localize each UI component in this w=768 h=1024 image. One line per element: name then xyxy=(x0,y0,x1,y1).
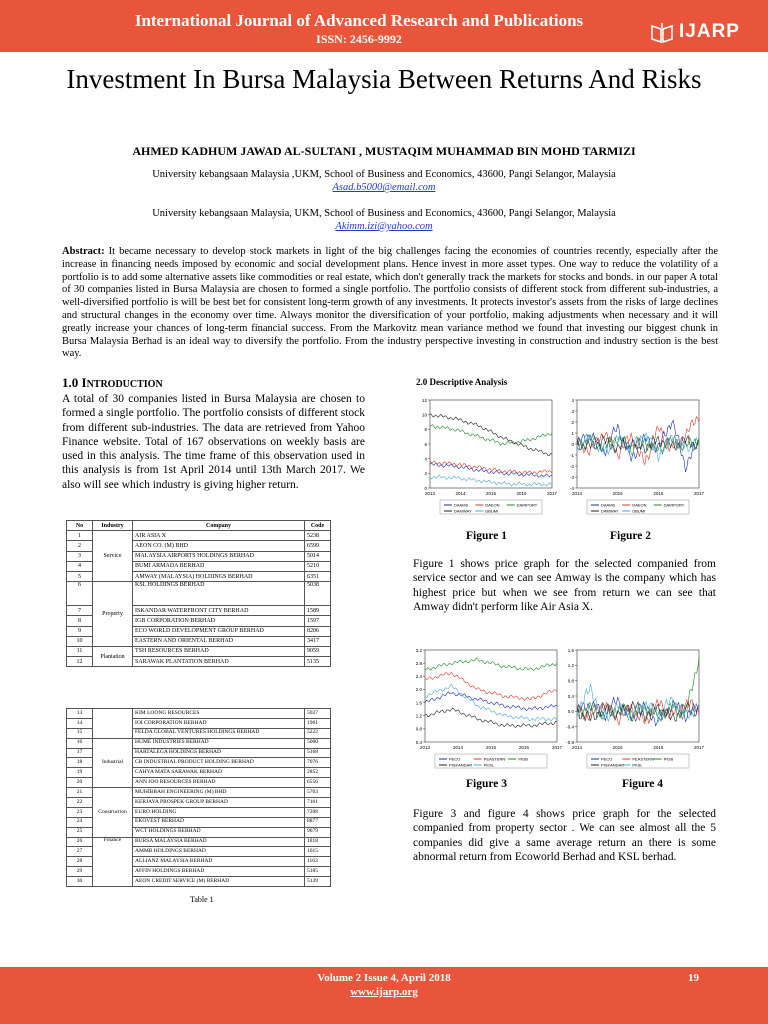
industry-cell: Construction xyxy=(93,788,133,837)
figure-1-paragraph: Figure 1 shows price graph for the selected companied from service sector and we can see Amway is the company which has highest price but when we see from return we can see that Amway didn't perform like Air Asia X. xyxy=(413,558,716,613)
x-tick-label: 2014 xyxy=(571,745,583,750)
row-code: 7208 xyxy=(305,807,331,817)
row-company: CAHYA MATA SARAWAK BERHAD xyxy=(133,768,305,778)
y-tick-label: 0.0 xyxy=(567,709,574,715)
x-tick-label: 2017 xyxy=(693,745,705,750)
row-no: 11 xyxy=(67,646,93,656)
plot-frame xyxy=(577,650,699,742)
row-code: 5135 xyxy=(305,657,331,667)
legend-label: DBUMI xyxy=(632,508,646,514)
row-code: 6556 xyxy=(305,778,331,788)
legend-label: DBUMI xyxy=(485,508,499,514)
figure-1-chart xyxy=(416,396,556,518)
x-tick-label: 2013 xyxy=(419,745,431,750)
legend-label: PECO xyxy=(601,756,613,762)
row-company: EASTERN AND ORIENTAL BERHAD xyxy=(133,636,305,646)
row-no: 26 xyxy=(67,837,93,847)
y-tick-label: 0 xyxy=(571,441,574,447)
y-tick-label: -1 xyxy=(569,452,574,458)
col-header-company: Company xyxy=(133,521,305,531)
y-tick-label: 3 xyxy=(571,408,574,414)
author-list: AHMED KADHUM JAWAD AL-SULTANI , MUSTAQIM MUHAMMAD BIN MOHD TARMIZI xyxy=(132,144,636,158)
x-tick-label: 2017 xyxy=(551,745,563,750)
row-code: 5000 xyxy=(305,738,331,748)
figure-3-label: Figure 3 xyxy=(466,778,507,790)
y-tick-label: 1 xyxy=(571,430,574,436)
row-company: AEON CO. (M) BHD xyxy=(133,541,305,551)
row-no: 17 xyxy=(67,748,93,758)
plot-frame xyxy=(430,400,552,488)
table-row xyxy=(67,709,331,719)
y-tick-label: -0.8 xyxy=(566,739,574,745)
abstract xyxy=(62,246,718,361)
row-company: ECO WORLD DEVELOPMENT GROUP BERHAD xyxy=(133,626,305,636)
legend-label: DAMWAY xyxy=(454,508,472,514)
y-tick-label: 2.4 xyxy=(415,674,422,680)
row-code: 6351 xyxy=(305,571,331,581)
row-company: AMWAY (MALAYSIA) HOLDINGS BERHAD xyxy=(133,571,305,581)
row-company: CB INDUSTRIAL PRODUCT HOLDING BERHAD xyxy=(133,758,305,768)
legend-label: PISKANDAR xyxy=(601,762,625,768)
row-no: 14 xyxy=(67,718,93,728)
page-footer xyxy=(0,967,768,1024)
row-company: AMMB HOLDINGS BERHAD xyxy=(133,847,305,857)
row-code: 9679 xyxy=(305,827,331,837)
y-tick-label: 6 xyxy=(424,441,427,447)
row-no: 22 xyxy=(67,798,93,808)
row-no: 16 xyxy=(67,738,93,748)
row-code: 5703 xyxy=(305,788,331,798)
row-no: 10 xyxy=(67,636,93,646)
y-tick-label: 3.2 xyxy=(415,647,422,653)
y-tick-label: 2.8 xyxy=(415,660,422,666)
legend-label: PECO xyxy=(449,756,461,762)
row-no: 25 xyxy=(67,827,93,837)
legend-label: PKSL xyxy=(483,762,494,768)
figure-3-chart xyxy=(411,646,561,772)
row-code: 1961 xyxy=(305,718,331,728)
y-tick-label: 4 xyxy=(571,397,574,403)
row-no: 19 xyxy=(67,768,93,778)
row-code: 9059 xyxy=(305,646,331,656)
row-code: 5185 xyxy=(305,867,331,877)
row-no: 15 xyxy=(67,728,93,738)
y-tick-label: -2 xyxy=(569,463,574,469)
row-no: 23 xyxy=(67,807,93,817)
row-code: 5014 xyxy=(305,551,331,561)
legend-label: DAIRPORT xyxy=(663,502,685,508)
legend-label: DAEON xyxy=(632,502,647,508)
page-number: 19 xyxy=(688,972,699,984)
row-no: 9 xyxy=(67,626,93,636)
row-no: 3 xyxy=(67,551,93,561)
paper-title: Investment In Bursa Malaysia Between Returns And Risks xyxy=(66,64,702,94)
x-tick-label: 2014 xyxy=(571,491,583,496)
logo-text: IJARP xyxy=(679,21,740,42)
x-tick-label: 2016 xyxy=(653,745,664,750)
row-code: 5168 xyxy=(305,748,331,758)
abstract-text: It became necessary to develop stock markets in light of the big challenges facing the economies of countries recently, especially after the increase in financing needs imposed by economic and social development plans. Hence invest in more asset types. One way to reduce the volatility of a portfolio is to add some alternative assets like commodities or real estate, which don't generally track the markets for stocks and bonds. in our paper A total of 30 companies listed in Bursa Malaysia are chosen to formed a single portfolio. The portfolio consists of different stock from different sub-industries, a well-diversified portfolio is will be best bet for consistent long-term growth of any investments. It protects investor's assets from the risks of large declines and structural changes in the economy over time. Always monitor the diversification of your portfolio, making adjustments when necessary and it will greatly increase your chances of long-term financial success. From the Markovitz mean variance method we found that investing our biggest chunk in Bursa Malaysia Berhad is an ideal way to diversify the portfolio. From the industry perspective investing in construction and industry section is the best way. xyxy=(62,246,718,360)
legend-label: PIGB xyxy=(518,756,528,762)
y-tick-label: 0.8 xyxy=(567,678,574,684)
industry-cell xyxy=(93,709,133,739)
company-table-part2 xyxy=(66,708,331,887)
row-company: SARAWAK PLANTATION BERHAD xyxy=(133,657,305,667)
row-no: 7 xyxy=(67,606,93,616)
row-no: 27 xyxy=(67,847,93,857)
journal-logo xyxy=(649,20,739,46)
legend-label: PIGB xyxy=(663,756,674,762)
row-no: 8 xyxy=(67,616,93,626)
col-header-code: Code xyxy=(305,521,331,531)
row-no: 20 xyxy=(67,778,93,788)
x-tick-label: 2016 xyxy=(516,491,527,496)
figure-2-label: Figure 2 xyxy=(610,530,651,542)
row-company: ANN JOO RESOURCES BERHAD xyxy=(133,778,305,788)
row-code: 5139 xyxy=(305,877,331,887)
y-tick-label: 8 xyxy=(424,427,427,433)
row-code: 3417 xyxy=(305,636,331,646)
x-tick-label: 2016 xyxy=(653,491,664,496)
email-link-1[interactable]: Asad.b5000@email.com xyxy=(332,182,436,193)
row-no: 1 xyxy=(67,531,93,541)
figure-1-label: Figure 1 xyxy=(466,530,507,542)
row-code: 5222 xyxy=(305,728,331,738)
journal-url[interactable]: www.ijarp.org xyxy=(350,986,418,998)
figure-4-chart xyxy=(563,646,703,772)
row-company: BUMI ARMADA BERHAD xyxy=(133,561,305,571)
x-tick-label: 2016 xyxy=(518,745,530,750)
intro-heading-num: 1.0 I xyxy=(62,375,87,390)
y-tick-label: -4 xyxy=(569,485,574,491)
row-code: 8877 xyxy=(305,817,331,827)
row-company: KSL HOLDINGS BERHAD xyxy=(133,582,305,606)
row-code: 7076 xyxy=(305,758,331,768)
table-row xyxy=(67,788,331,798)
row-code: 2852 xyxy=(305,768,331,778)
legend-label: DAAMS xyxy=(601,502,616,508)
row-company: MUHIBBAH ENGINEERING (M) BHD xyxy=(133,788,305,798)
row-code: 1589 xyxy=(305,606,331,616)
table-caption: Table 1 xyxy=(190,895,214,904)
row-company: FELDA GLOBAL VENTURES HOLDINGS BERHAD xyxy=(133,728,305,738)
journal-header xyxy=(0,0,768,52)
row-no: 29 xyxy=(67,867,93,877)
y-tick-label: -3 xyxy=(569,474,574,480)
y-tick-label: 1.6 xyxy=(415,700,422,706)
row-company: EKOVEST BERHAD xyxy=(133,817,305,827)
row-no: 21 xyxy=(67,788,93,798)
table-row xyxy=(67,531,331,541)
legend-label: DAMWAY xyxy=(601,508,619,514)
y-tick-label: 4 xyxy=(424,456,427,462)
row-code: 6599 xyxy=(305,541,331,551)
x-tick-label: 2017 xyxy=(546,491,558,496)
journal-name: International Journal of Advanced Research and Publications xyxy=(134,11,584,30)
row-code: 8206 xyxy=(305,626,331,636)
row-no: 28 xyxy=(67,857,93,867)
x-tick-label: 2015 xyxy=(612,491,623,496)
x-tick-label: 2013 xyxy=(424,491,436,496)
row-no: 2 xyxy=(67,541,93,551)
y-tick-label: 2.0 xyxy=(415,687,422,693)
row-company: HUME INDUSTRIES BERHAD xyxy=(133,738,305,748)
y-tick-label: 1.2 xyxy=(567,663,574,669)
industry-cell: Industrial xyxy=(93,738,133,787)
volume-info: Volume 2 Issue 4, April 2018 xyxy=(317,972,451,984)
x-tick-label: 2014 xyxy=(455,491,466,496)
row-company: AEON CREDIT SERVICE (M) BERHAD xyxy=(133,877,305,887)
table-row xyxy=(67,646,331,656)
row-no: 6 xyxy=(67,582,93,606)
y-tick-label: 0.4 xyxy=(415,739,422,745)
y-tick-label: 0 xyxy=(424,485,427,491)
y-tick-label: 0.8 xyxy=(415,726,422,732)
legend-label: PEASTERN xyxy=(483,756,506,762)
row-code: 1163 xyxy=(305,857,331,867)
industry-cell: Property xyxy=(93,582,133,647)
legend-label: PKSL xyxy=(632,762,643,768)
y-tick-label: 2 xyxy=(571,419,574,425)
x-tick-label: 2017 xyxy=(693,491,705,496)
row-company: BURSA MALAYSIA BERHAD xyxy=(133,837,305,847)
row-company: AIR ASIA X xyxy=(133,531,305,541)
legend-label: DAAMS xyxy=(454,502,469,508)
row-no: 24 xyxy=(67,817,93,827)
row-company: KERJAYA PROSPEK GROUP BERHAD xyxy=(133,798,305,808)
row-code: 7161 xyxy=(305,798,331,808)
affiliation-1: University kebangsaan Malaysia ,UKM, School of Business and Economics, 43600, Pangi Selangor, Malaysia xyxy=(152,169,616,180)
industry-cell: Plantation xyxy=(93,646,133,666)
row-no: 18 xyxy=(67,758,93,768)
row-code: 5027 xyxy=(305,709,331,719)
row-company: WCT HOLDINGS BERHAD xyxy=(133,827,305,837)
descriptive-heading: 2.0 Descriptive Analysis xyxy=(416,377,508,387)
row-no: 5 xyxy=(67,571,93,581)
row-company: ISKANDAR WATERFRONT CITY BERHAD xyxy=(133,606,305,616)
book-icon xyxy=(649,20,675,46)
x-tick-label: 2015 xyxy=(485,745,497,750)
row-company: ALLIANZ MALAYSIA BERHAD xyxy=(133,857,305,867)
legend-label: DAEON xyxy=(485,502,500,508)
table-row xyxy=(67,738,331,748)
y-tick-label: 1.2 xyxy=(415,713,422,719)
row-code: 5238 xyxy=(305,531,331,541)
y-tick-label: 10 xyxy=(421,412,427,418)
legend-label: PISKANDAR xyxy=(449,762,473,768)
table-header-row xyxy=(67,521,331,531)
row-company: EURO HOLDING xyxy=(133,807,305,817)
x-tick-label: 2015 xyxy=(485,491,497,496)
row-no: 4 xyxy=(67,561,93,571)
legend-label: DAIRPORT xyxy=(516,502,538,508)
row-company: MALAYSIA AIRPORTS HOLDINGS BERHAD xyxy=(133,551,305,561)
y-tick-label: 1.6 xyxy=(567,647,574,653)
row-company: IOI CORPORATION BERHAD xyxy=(133,718,305,728)
row-company: KIM LOONG RESOURCES xyxy=(133,709,305,719)
company-table-part1 xyxy=(66,520,331,667)
row-company: AFFIN HOLDINGS BERHAD xyxy=(133,867,305,877)
email-link-2[interactable]: Akimm.izi@yahoo.com xyxy=(335,221,433,232)
row-code: 1818 xyxy=(305,837,331,847)
table-row xyxy=(67,582,331,606)
intro-heading xyxy=(62,375,163,391)
issn: ISSN: 2456-9992 xyxy=(316,32,402,46)
y-tick-label: -0.4 xyxy=(566,724,574,730)
figure-4-label: Figure 4 xyxy=(622,778,663,790)
industry-cell: Finance xyxy=(93,837,133,886)
table-row xyxy=(67,837,331,847)
y-tick-label: 0.4 xyxy=(567,693,574,699)
col-header-no: No xyxy=(67,521,93,531)
row-company: HARTALEGA HOLDINGS BERHAD xyxy=(133,748,305,758)
affiliation-2: University kebangsaan Malaysia, UKM, School of Business and Economics, 43600, Pangi Selangor, Malaysia xyxy=(152,208,616,219)
industry-cell: Service xyxy=(93,531,133,582)
abstract-label: Abstract: xyxy=(62,246,105,257)
x-tick-label: 2014 xyxy=(452,745,464,750)
row-company: IGB CORPORATION BERHAD xyxy=(133,616,305,626)
intro-heading-rest: NTRODUCTION xyxy=(86,379,163,390)
figure-2-chart xyxy=(563,396,703,518)
legend-label: PEASTERN xyxy=(632,756,654,762)
row-code: 5038 xyxy=(305,582,331,606)
y-tick-label: 2 xyxy=(424,471,427,477)
y-tick-label: 12 xyxy=(421,397,427,403)
row-code: 1597 xyxy=(305,616,331,626)
row-code: 1015 xyxy=(305,847,331,857)
row-no: 12 xyxy=(67,657,93,667)
x-tick-label: 2015 xyxy=(612,745,623,750)
row-code: 5210 xyxy=(305,561,331,571)
intro-paragraph: A total of 30 companies listed in Bursa Malaysia are chosen to formed a single portfolio. The portfolio consists of different stock from different sub-industries. The data are retrieved from Yahoo Finance website. Total of 167 observations on weekly basis are used in this analysis. The time frame of this observation used in this analysis is from 1st April 2014 until 13th March 2017. We also will see which industry is giving higher return. xyxy=(62,393,365,491)
figure-3-paragraph: Figure 3 and figure 4 shows price graph for the selected companied from property sector . We can see almost all the 5 companies did give a same average return an there is some abnormal return from Ecoworld Berhad and KSL berhad. xyxy=(413,808,716,863)
row-no: 13 xyxy=(67,709,93,719)
col-header-industry: Industry xyxy=(93,521,133,531)
row-no: 30 xyxy=(67,877,93,887)
row-company: TSH RESOURCES BERHAD xyxy=(133,646,305,656)
